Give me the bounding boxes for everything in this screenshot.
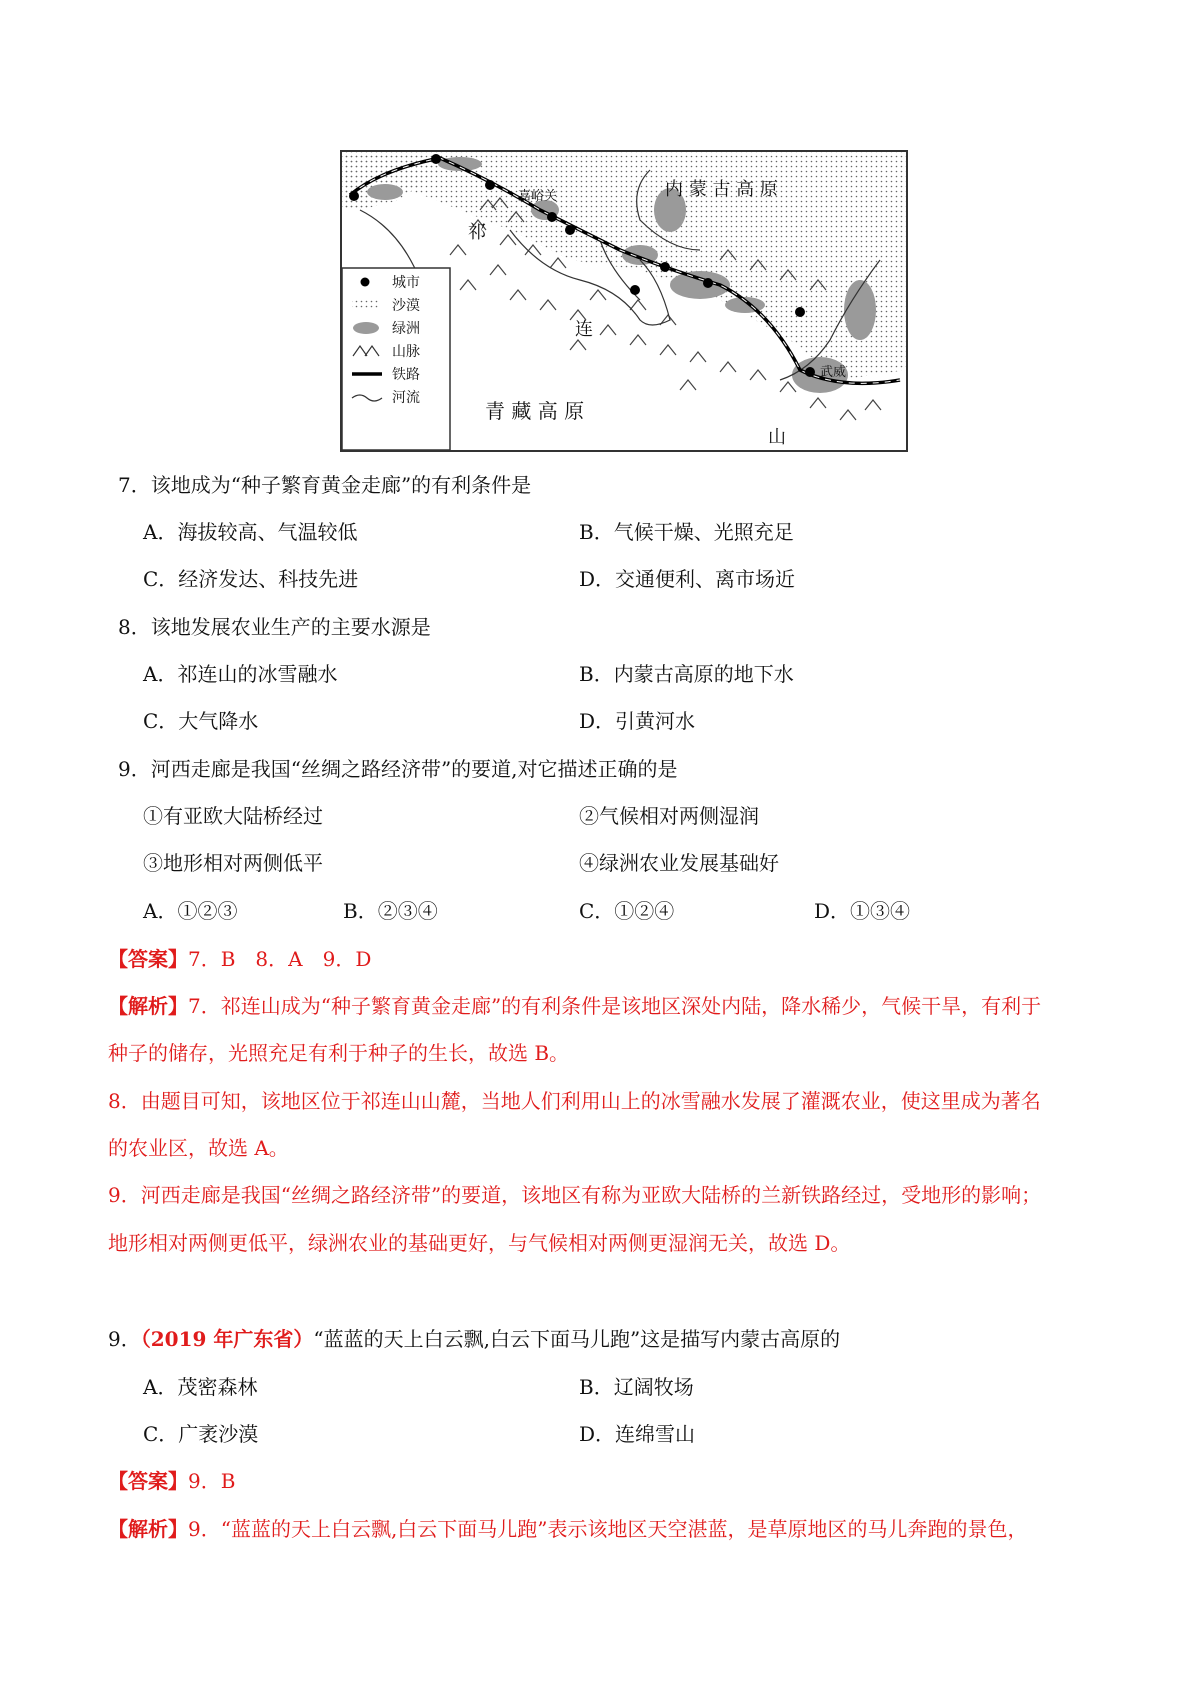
analysis-line-2: 种子的储存，光照充足有利于种子的生长，故选 B。 — [108, 1041, 570, 1065]
legend-desert-label: 沙漠 — [392, 298, 420, 314]
legend-mountain-label: 山脉 — [392, 344, 420, 360]
analysis-text-2: 9．“蓝蓝的天上白云飘,白云下面马儿跑”表示该地区天空湛蓝，是草原地区的马儿奔跑的景色， — [188, 1517, 1028, 1541]
q9-option-d: D．①③④ — [814, 899, 911, 923]
q7-option-a: A．海拔较高、气温较低 — [143, 520, 358, 544]
q9b-source: （2019 年广东省） — [140, 1327, 314, 1351]
hexi-corridor-map — [340, 150, 908, 452]
answer-tag-2: 【答案】 — [108, 1469, 188, 1493]
legend-city-icon — [361, 278, 370, 287]
answer-block-1 — [108, 946, 371, 972]
q9b-stem — [108, 1326, 840, 1352]
q7-option-d: D．交通便利、离市场近 — [579, 567, 796, 591]
analysis-line-6: 地形相对两侧更低平，绿洲农业的基础更好，与气候相对两侧更湿润无关，故选 D。 — [108, 1231, 851, 1255]
answer-tag: 【答案】 — [108, 947, 188, 971]
legend-desert-icon — [352, 300, 380, 310]
analysis-line-5: 9．河西走廊是我国“丝绸之路经济带”的要道，该地区有称为亚欧大陆桥的兰新铁路经过，受地形的影响； — [108, 1183, 1042, 1207]
analysis-block-2 — [108, 1516, 1028, 1542]
answer-text-2: 9．B — [188, 1469, 236, 1493]
q9-option-b: B．②③④ — [343, 899, 438, 923]
label-wuwei: 武威 — [820, 365, 847, 380]
q9-option-c: C．①②④ — [579, 899, 675, 923]
legend-oasis-label: 绿洲 — [392, 321, 420, 337]
q9b-option-c: C．广袤沙漠 — [143, 1422, 259, 1446]
label-jiayuguan: 嘉峪关 — [518, 189, 558, 204]
q9b-text: “蓝蓝的天上白云飘,白云下面马儿跑”这是描写内蒙古高原的 — [313, 1327, 841, 1351]
q9-statement-2: ②气候相对两侧湿润 — [579, 804, 759, 828]
answer-text: 7．B 8．A 9．D — [188, 947, 372, 971]
q8-stem: 8．该地发展农业生产的主要水源是 — [118, 615, 431, 639]
analysis-line-3: 8．由题目可知，该地区位于祁连山山麓，当地人们利用山上的冰雪融水发展了灌溉农业，使这里成为著名 — [108, 1089, 1041, 1113]
label-shan: 山 — [768, 427, 786, 448]
q9-stem: 9．河西走廊是我国“丝绸之路经济带”的要道,对它描述正确的是 — [118, 757, 678, 781]
q8-option-b: B．内蒙古高原的地下水 — [579, 662, 794, 686]
label-qingzang-plateau: 青 藏 高 原 — [485, 399, 585, 423]
q7-option-b: B．气候干燥、光照充足 — [579, 520, 794, 544]
q8-option-a: A．祁连山的冰雪融水 — [143, 662, 338, 686]
q9-statement-4: ④绿洲农业发展基础好 — [579, 851, 779, 875]
analysis-tag: 【解析】 — [108, 994, 188, 1018]
q8-option-d: D．引黄河水 — [579, 709, 696, 733]
legend-railway-label: 铁路 — [392, 367, 420, 383]
analysis-line-4: 的农业区，故选 A。 — [108, 1136, 289, 1160]
q7-stem: 7．该地成为“种子繁育黄金走廊”的有利条件是 — [118, 473, 532, 497]
label-qi: 祁 — [468, 222, 486, 243]
label-lian: 连 — [575, 319, 593, 340]
legend-city-label: 城市 — [392, 275, 420, 291]
q8-option-c: C．大气降水 — [143, 709, 259, 733]
q9b-option-d: D．连绵雪山 — [579, 1422, 696, 1446]
q9-statement-1: ①有亚欧大陆桥经过 — [143, 804, 323, 828]
analysis-line-1 — [108, 993, 1041, 1019]
legend-oasis-icon — [353, 322, 379, 334]
q9-statement-3: ③地形相对两侧低平 — [143, 851, 323, 875]
analysis-text-1: 7．祁连山成为“种子繁育黄金走廊”的有利条件是该地区深处内陆，降水稀少，气候干旱，有利于 — [188, 994, 1042, 1018]
legend-river-label: 河流 — [392, 390, 420, 406]
q9b-option-b: B．辽阔牧场 — [579, 1375, 694, 1399]
analysis-tag-2: 【解析】 — [108, 1517, 188, 1541]
q9b-number: 9． — [108, 1327, 141, 1351]
q9b-option-a: A．茂密森林 — [143, 1375, 258, 1399]
q7-option-c: C．经济发达、科技先进 — [143, 567, 359, 591]
answer-block-2 — [108, 1468, 235, 1494]
q9-option-a: A．①②③ — [143, 899, 238, 923]
label-neimenggu-plateau: 内 蒙 古 高 原 — [665, 179, 778, 200]
